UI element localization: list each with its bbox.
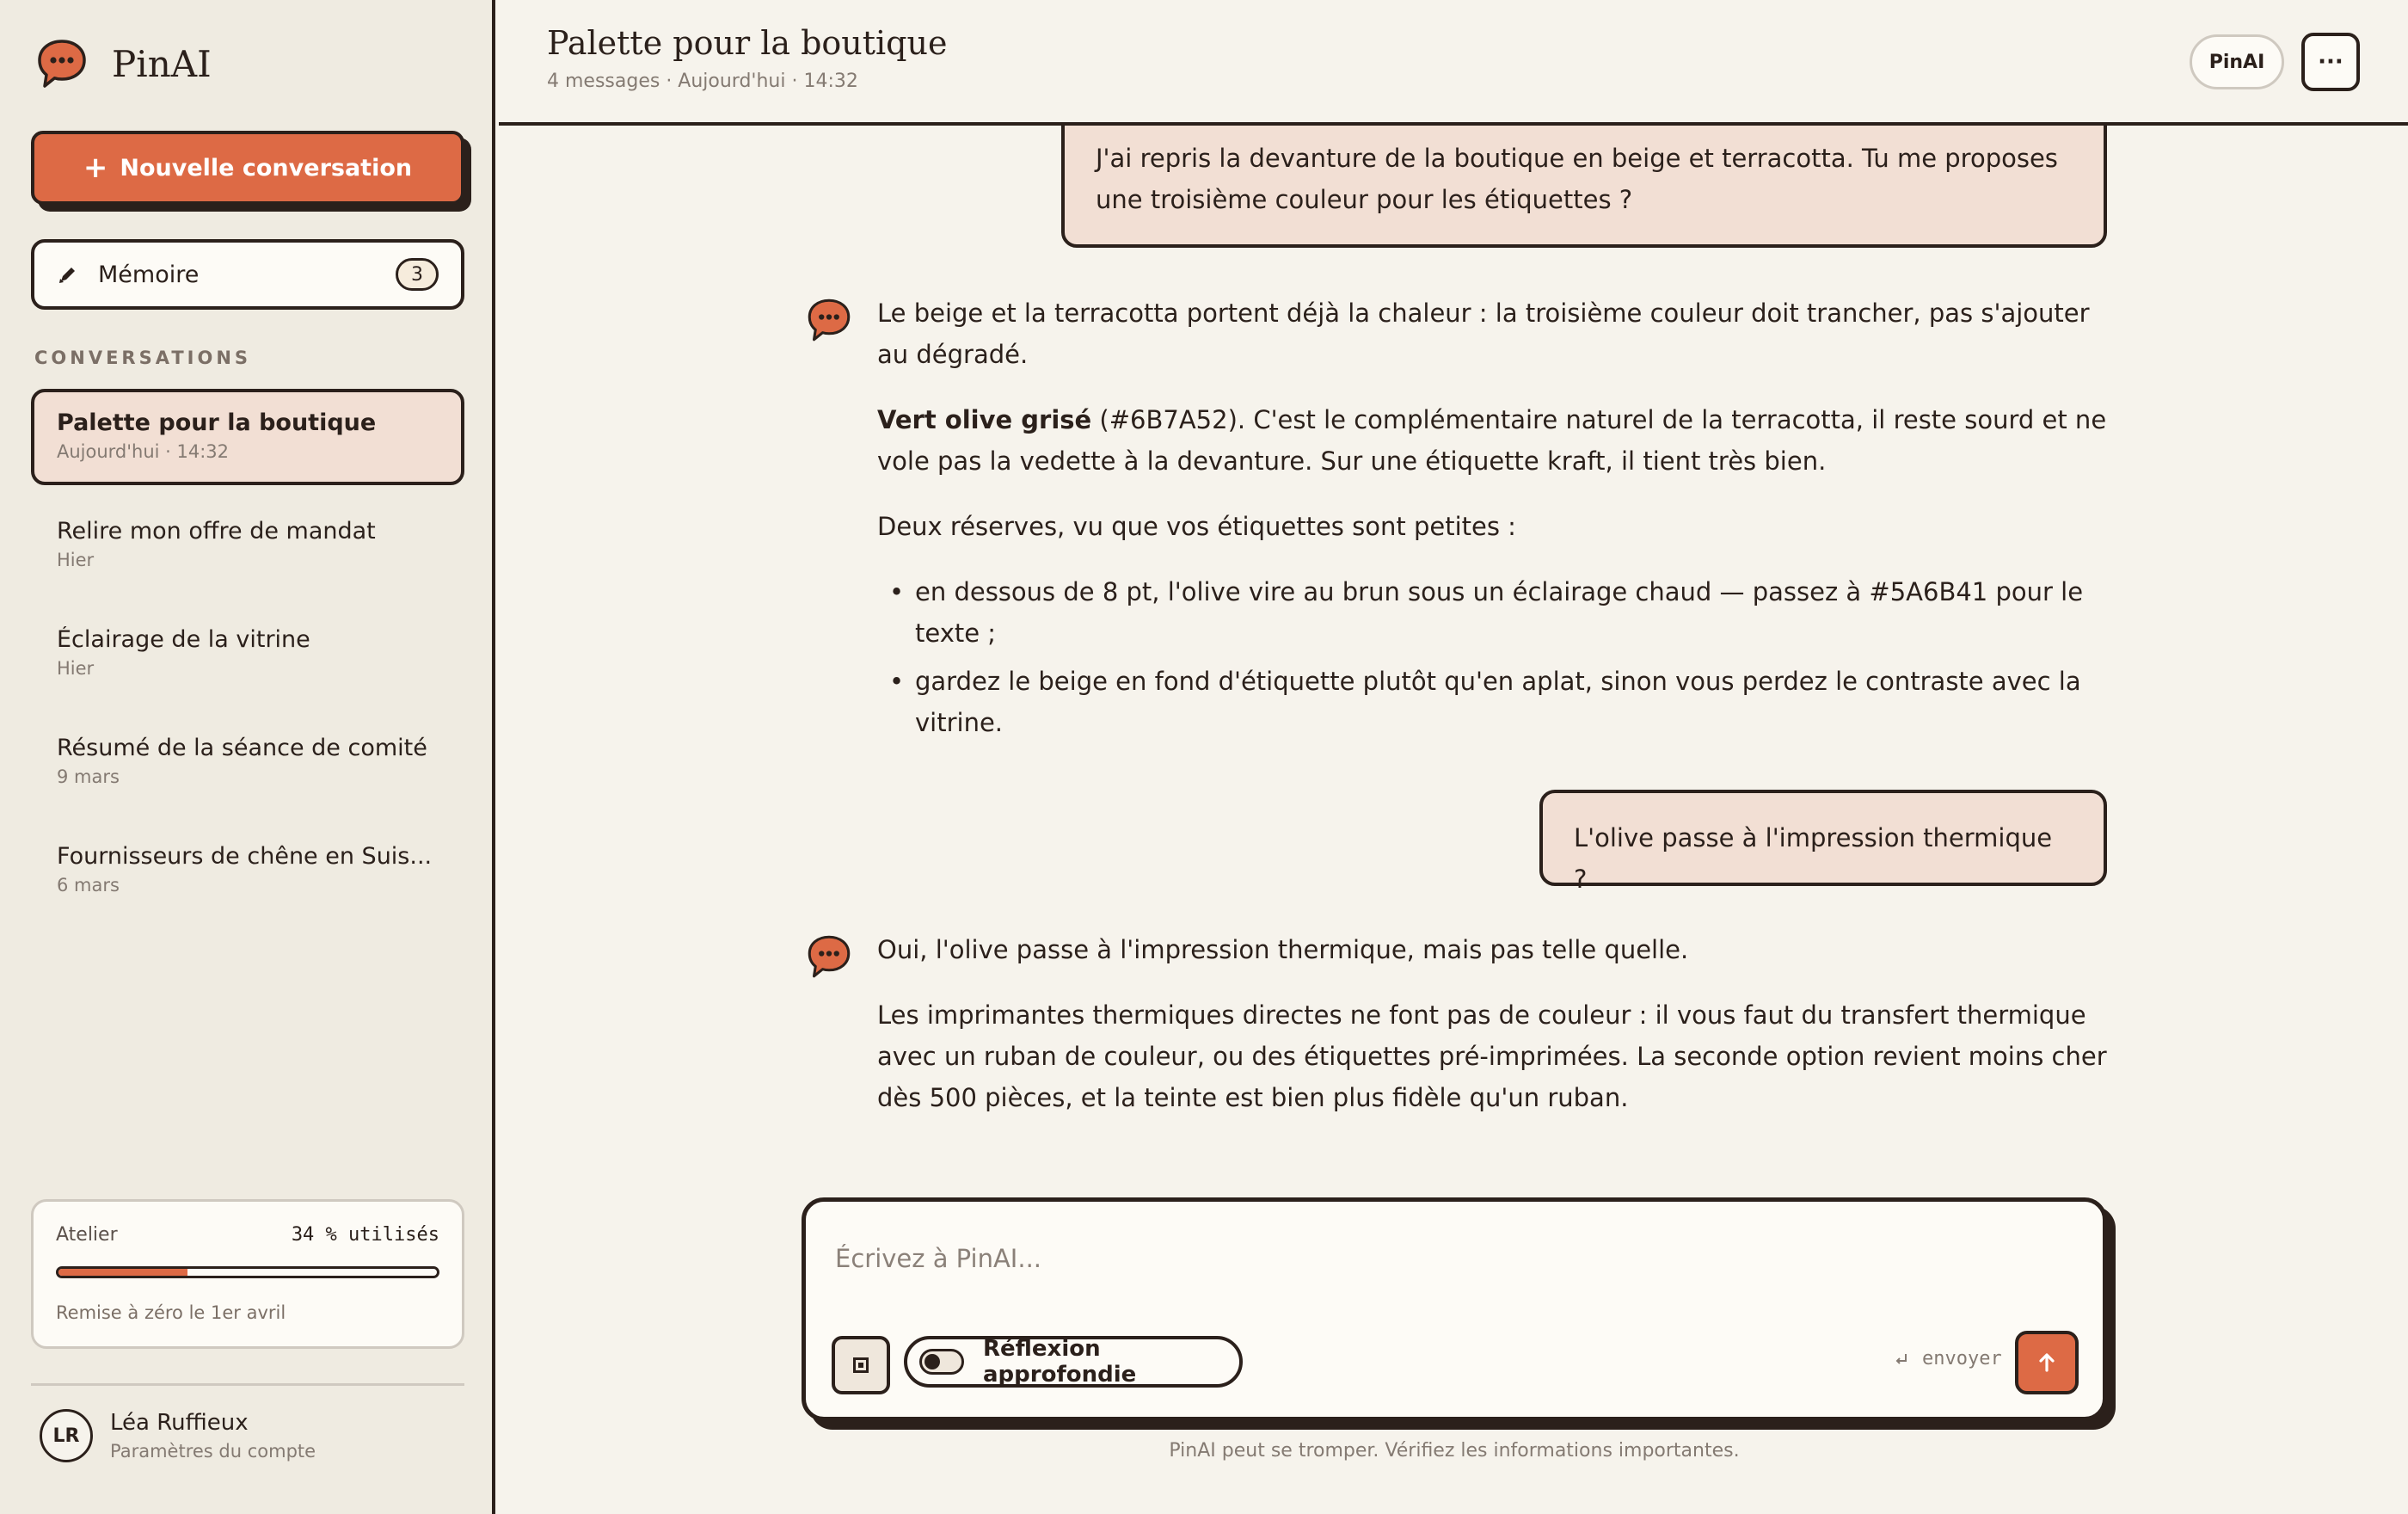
conversation-item-vitrine[interactable]	[31, 606, 464, 702]
assistant-avatar-icon	[805, 932, 853, 981]
conversation-list	[31, 389, 464, 931]
page-title: Palette pour la boutique	[547, 24, 948, 62]
assistant-paragraph: Le beige et la terracotta portent déjà la chaleur : la troisième couleur doit trancher, pas s'ajouter au dégradé.	[877, 298, 2090, 369]
user-message: L'olive passe à l'impression thermique ?	[1539, 790, 2107, 886]
usage-value: 34 % utilisés	[291, 1224, 439, 1246]
new-conversation-label: Nouvelle conversation	[120, 154, 413, 182]
attach-icon	[853, 1357, 869, 1373]
send-shortcut-hint	[1893, 1348, 2002, 1369]
conversation-date: Hier	[57, 550, 95, 570]
conversation-item-fournisseurs[interactable]	[31, 822, 464, 919]
brand	[34, 36, 212, 91]
account-name: Léa Ruffieux	[110, 1410, 249, 1436]
assistant-message	[877, 292, 2116, 767]
message-thread	[499, 126, 2408, 1184]
memory-count-badge: 3	[396, 258, 439, 291]
memory-label: Mémoire	[98, 261, 200, 288]
conversations-section-title: CONVERSATIONS	[34, 348, 252, 368]
deep-thinking-toggle[interactable]	[904, 1336, 1243, 1388]
arrow-up-icon	[2034, 1350, 2060, 1376]
conversation-item-palette[interactable]	[31, 389, 464, 485]
list-item: • en dessous de 8 pt, l'olive vire au brun sous un éclairage chaud — passez à #5A6B41 pour le texte ;	[877, 571, 2116, 654]
color-description: (#6B7A52). C'est le complémentaire naturel de la terracotta, il reste sourd et ne vole pas la vedette à la devanture. Sur une étiquette kraft, il tient très bien.	[877, 405, 2107, 476]
toggle-knob	[924, 1354, 940, 1369]
conversation-meta: 4 messages · Aujourd'hui · 14:32	[547, 71, 858, 92]
assistant-avatar-icon	[805, 296, 853, 344]
plus-icon: +	[83, 151, 108, 185]
usage-progress-fill	[58, 1269, 187, 1276]
conversation-item-mandat[interactable]	[31, 497, 464, 594]
message-composer	[802, 1197, 2107, 1421]
conversation-title: Résumé de la séance de comité	[57, 735, 427, 761]
sidebar-divider	[31, 1383, 464, 1386]
main-panel	[499, 0, 2408, 1514]
assistant-bullet-list	[877, 571, 2116, 743]
avatar: LR	[40, 1409, 93, 1462]
conversation-item-comite[interactable]	[31, 714, 464, 810]
new-conversation-button[interactable]	[31, 131, 464, 205]
assistant-message	[877, 929, 2116, 1142]
send-hint-label: envoyer	[1922, 1348, 2002, 1369]
usage-reset-note: Remise à zéro le 1er avril	[56, 1302, 286, 1323]
assistant-paragraph: Deux réserves, vu que vos étiquettes sont petites :	[877, 512, 1516, 541]
message-input[interactable]	[835, 1233, 2039, 1284]
assistant-paragraph: Les imprimantes thermiques directes ne font pas de couleur : il vous faut du transfert thermique avec un ruban de couleur, ou des étiquettes pré-imprimées. La seconde option revient moins cher dès 500 pièces, et la teinte est bien plus fidèle qu'un ruban.	[877, 1000, 2107, 1112]
chat-bubble-logo-icon	[34, 36, 89, 91]
conversation-title: Fournisseurs de chêne en Suis...	[57, 843, 433, 870]
model-selector[interactable]: PinAI	[2190, 34, 2284, 89]
usage-card	[31, 1199, 464, 1349]
assistant-paragraph: Oui, l'olive passe à l'impression thermique, mais pas telle quelle.	[877, 935, 1689, 964]
sidebar	[0, 0, 495, 1514]
deep-thinking-label: Réflexion approfondie	[983, 1336, 1137, 1388]
conversation-date: Aujourd'hui · 14:32	[57, 441, 230, 462]
pencil-icon	[57, 263, 79, 286]
conversation-header	[499, 0, 2408, 126]
user-message: J'ai repris la devanture de la boutique en beige et terracotta. Tu me proposes une troisième couleur pour les étiquettes ?	[1061, 126, 2107, 248]
app-name: PinAI	[112, 42, 212, 85]
conversation-date: 9 mars	[57, 766, 120, 787]
toggle-switch	[919, 1349, 964, 1375]
conversation-date: 6 mars	[57, 875, 120, 895]
conversation-title: Palette pour la boutique	[57, 409, 377, 436]
attach-button[interactable]	[832, 1336, 890, 1394]
assistant-paragraph	[877, 399, 2116, 482]
usage-progress-bar	[56, 1266, 439, 1278]
account-settings-link: Paramètres du compte	[110, 1441, 316, 1462]
usage-plan-label: Atelier	[56, 1224, 118, 1246]
enter-key-icon	[1893, 1351, 1910, 1368]
memory-button[interactable]	[31, 239, 464, 310]
more-icon: ···	[2318, 49, 2344, 75]
list-item: • gardez le beige en fond d'étiquette plutôt qu'en aplat, sinon vous perdez le contraste avec la vitrine.	[877, 661, 2116, 743]
conversation-title: Relire mon offre de mandat	[57, 518, 376, 545]
account-button[interactable]	[40, 1409, 316, 1462]
conversation-date: Hier	[57, 658, 95, 679]
conversation-title: Éclairage de la vitrine	[57, 626, 310, 653]
disclaimer: PinAI peut se tromper. Vérifiez les informations importantes.	[1169, 1440, 1740, 1462]
color-name: Vert olive grisé	[877, 405, 1092, 434]
more-options-button[interactable]	[2301, 33, 2360, 91]
send-button[interactable]	[2015, 1331, 2079, 1394]
